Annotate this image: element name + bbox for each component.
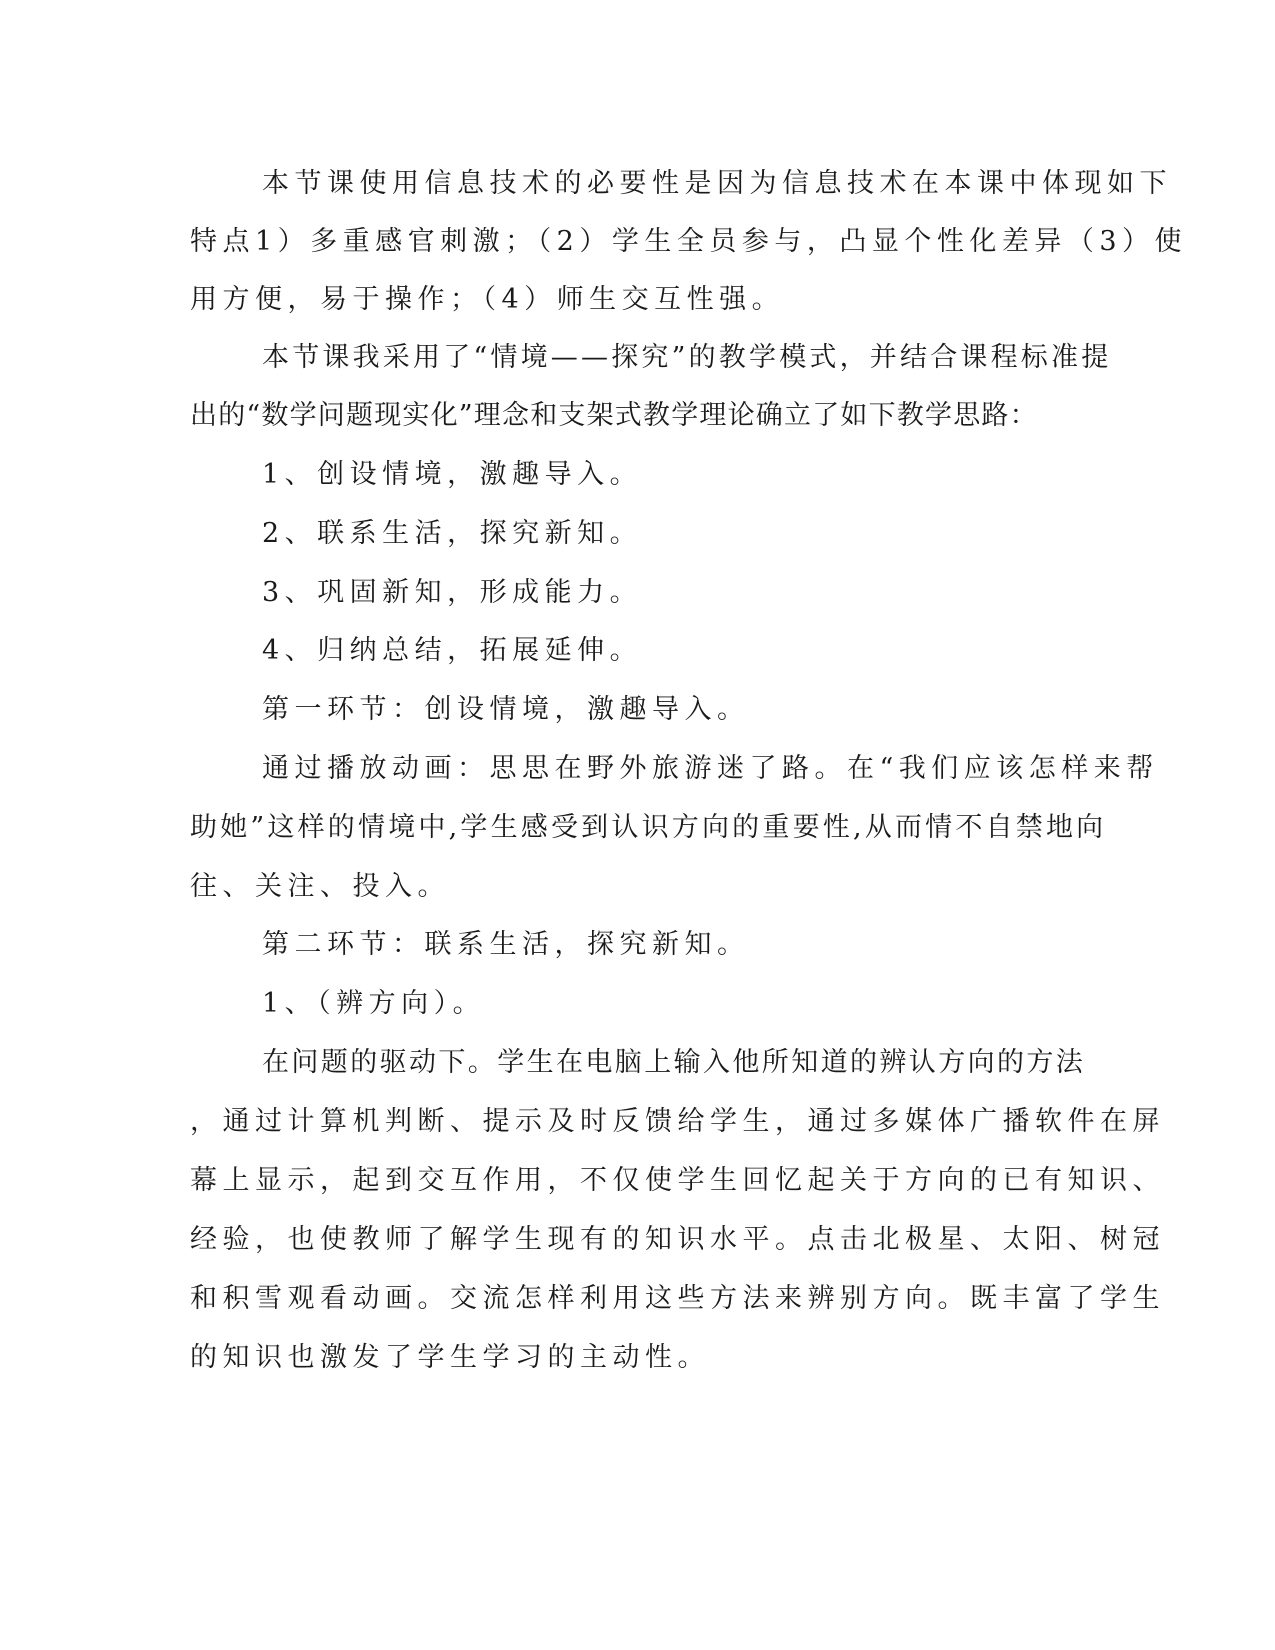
paragraph-4-line-1: 在问题的驱动下。学生在电脑上输入他所知道的辨认方向的方法 — [262, 1047, 1086, 1078]
paragraph-3-line-2: 助她”这样的情境中,学生感受到认识方向的重要性,从而情不自禁地向 — [190, 812, 1107, 843]
paragraph-3-line-1: 通过播放动画：思思在野外旅游迷了路。在“我们应该怎样来帮 — [262, 753, 1159, 784]
paragraph-1-line-2: 特点1）多重感官刺激；（2）学生全员参与，凸显个性化差异（3）使 — [190, 226, 1188, 257]
paragraph-4-line-5: 和积雪观看动画。交流怎样利用这些方法来辨别方向。既丰富了学生 — [190, 1283, 1165, 1314]
list-item-2: 2、联系生活，探究新知。 — [262, 518, 643, 549]
paragraph-4-line-2: ，通过计算机判断、提示及时反馈给学生，通过多媒体广播软件在屏 — [190, 1106, 1165, 1137]
section-heading-2: 第二环节：联系生活，探究新知。 — [262, 929, 750, 960]
paragraph-2-line-2: 出的“数学问题现实化”理念和支架式教学理论确立了如下教学思路： — [190, 400, 1038, 431]
paragraph-1-line-3: 用方便，易于操作；（4）师生交互性强。 — [190, 284, 785, 315]
paragraph-2-line-1: 本节课我采用了“情境——探究”的教学模式，并结合课程标准提 — [262, 342, 1112, 373]
paragraph-1-line-1: 本节课使用信息技术的必要性是因为信息技术在本课中体现如下 — [262, 168, 1172, 199]
paragraph-4-line-3: 幕上显示，起到交互作用，不仅使学生回忆起关于方向的已有知识、 — [190, 1165, 1165, 1196]
list-item-1: 1、创设情境，激趣导入。 — [262, 459, 643, 490]
paragraph-3-line-3: 往、关注、投入。 — [190, 871, 450, 902]
list-item-3: 3、巩固新知，形成能力。 — [262, 577, 643, 608]
subsection-heading-1: 1、（辨方向）。 — [262, 988, 486, 1019]
paragraph-4-line-6: 的知识也激发了学生学习的主动性。 — [190, 1342, 710, 1373]
paragraph-4-line-4: 经验，也使教师了解学生现有的知识水平。点击北极星、太阳、树冠 — [190, 1224, 1165, 1255]
section-heading-1: 第一环节：创设情境，激趣导入。 — [262, 694, 750, 725]
list-item-4: 4、归纳总结，拓展延伸。 — [262, 635, 643, 666]
